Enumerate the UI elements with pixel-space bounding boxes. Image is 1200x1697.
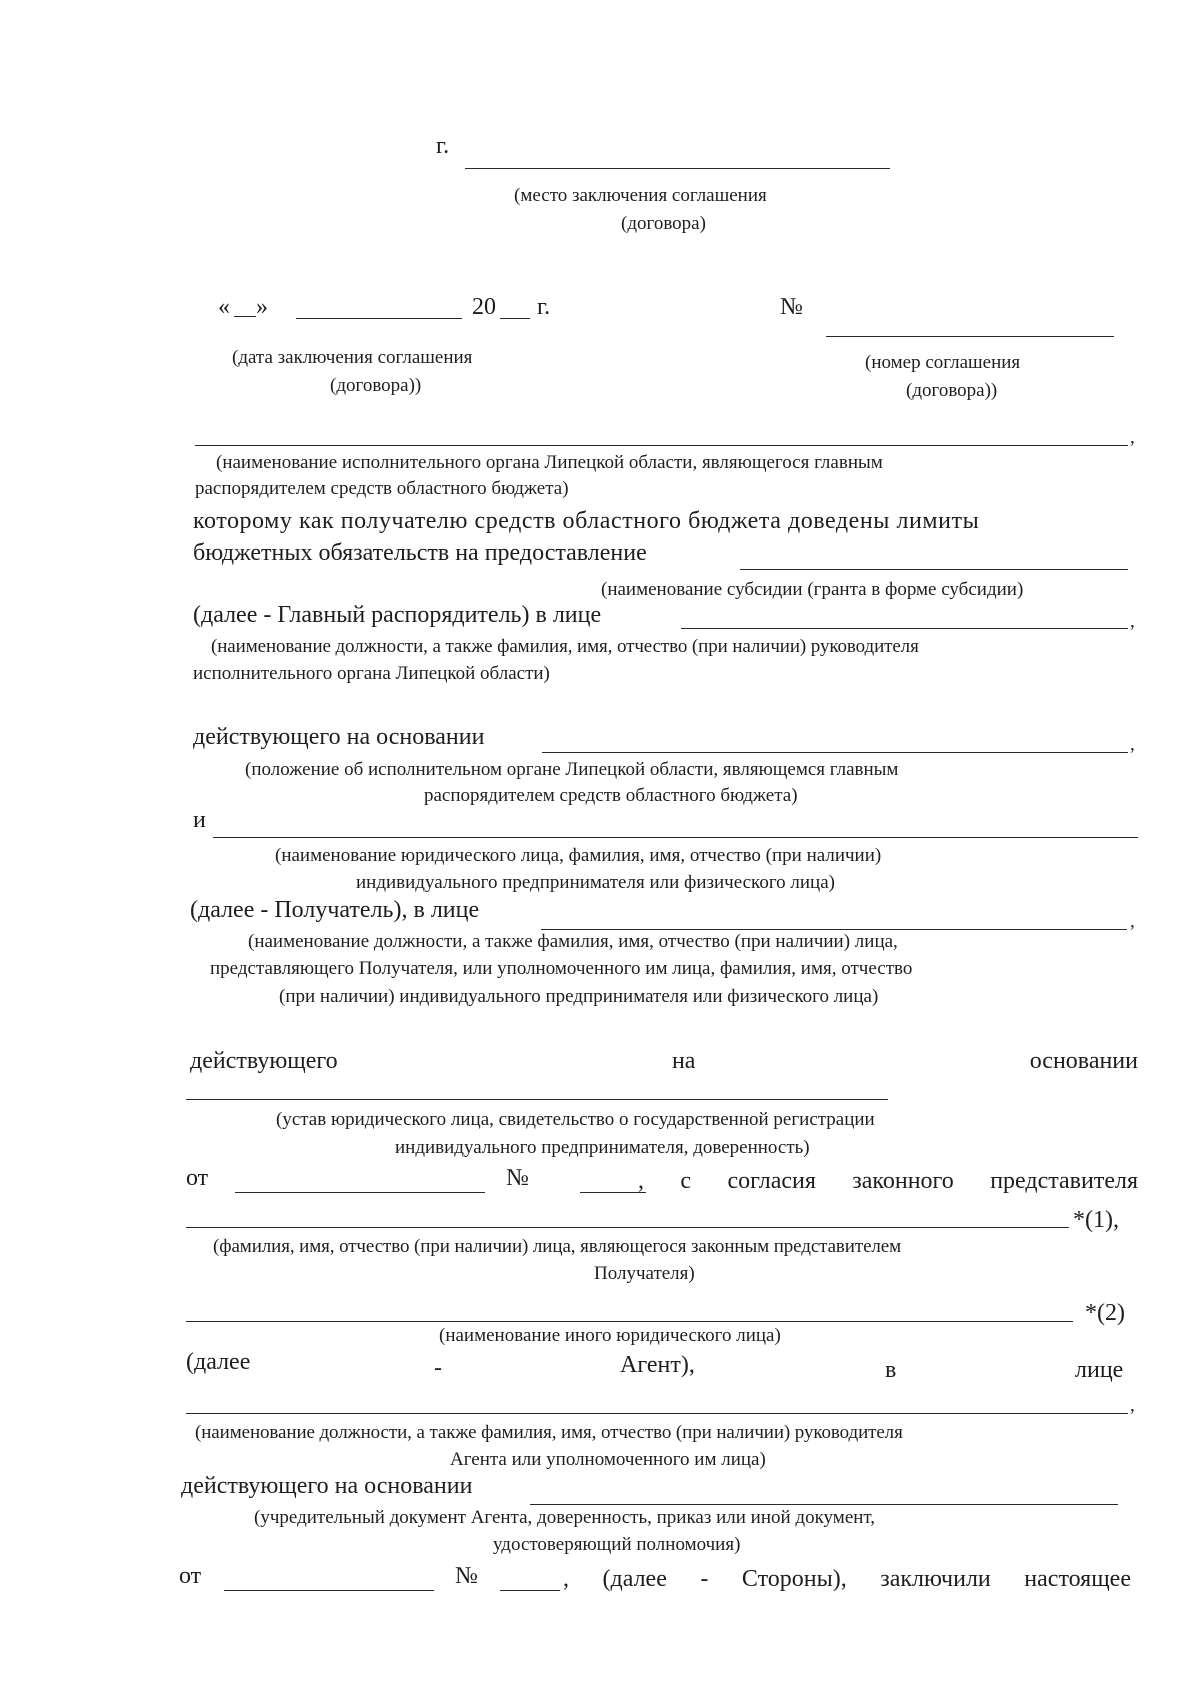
year-suffix: г. [537,294,551,320]
agent-doc-number-blank-line[interactable] [500,1590,560,1591]
rep-caption-line-1: (наименование должности, а также фамилия, имя, отчество (при наличии) лица, [248,931,898,952]
final-dash: - [700,1566,709,1592]
charter-blank-line[interactable] [186,1099,888,1100]
head-caption-line-2: исполнительного органа Липецкой области) [193,663,550,684]
agent-doc-number-sign: № [455,1563,478,1589]
basis-word: основании [1029,1048,1138,1074]
consent-word-zakonnogo: законного [852,1168,954,1194]
organ-caption-line-1 [216,452,1142,474]
rep-caption-line-3: (при наличии) индивидуального предпринимателя или физического лица) [279,986,879,1007]
number-caption-line-1: (номер соглашения [865,352,1021,373]
footnote-1: *(1), [1073,1207,1119,1233]
recipient-caption-line-2: индивидуального предпринимателя или физического лица) [356,872,835,893]
agreement-number-blank-line[interactable] [826,336,1114,337]
acting-word: действующего [190,1048,338,1074]
regulation-caption-line-1: (положение об исполнительном органе Липецкой области, являющемся главным [245,759,899,780]
agent-dash: - [434,1355,442,1381]
regulation-caption-line-2: распорядителем средств областного бюджета) [424,785,798,806]
agent-head-caption-line-2: Агента или уполномоченного им лица) [450,1449,766,1470]
comma: , [1130,734,1135,755]
final-zaklyuchili: заключили [880,1566,991,1592]
consent-word-predstavitelya: представителя [990,1168,1138,1194]
comma: , [1130,427,1135,448]
charter-caption-line-2: индивидуального предпринимателя, доверенность) [395,1137,810,1158]
consent-word-soglasiya: согласия [727,1168,816,1194]
agent-litse: лице [1075,1357,1124,1383]
organ-caption-line-2: распорядителем средств областного бюджета) [195,478,569,499]
organ-name-blank-line[interactable] [195,445,1128,446]
agent-dalee: (далее [186,1349,251,1375]
doc-number-blank-line[interactable] [580,1192,646,1193]
regulation-blank-line[interactable] [542,752,1128,753]
founding-doc-blank-line[interactable] [530,1504,1118,1505]
charter-caption-line-1: (устав юридического лица, свидетельство о государственной регистрации [276,1109,875,1130]
final-storony: Стороны), [741,1566,847,1592]
recipient-text: (далее - Получатель), в лице [190,897,480,923]
recipient-name-blank-line[interactable] [213,837,1138,838]
date-quote-close: » [256,294,268,320]
city-prefix: г. [436,133,450,159]
acting-basis-justified-line [190,1048,1138,1075]
founding-caption-line-1: (учредительный документ Агента, доверенность, приказ или иной документ, [254,1507,876,1528]
comma: , [1130,911,1135,932]
final-dalee: (далее [602,1566,667,1592]
main-distributor-text: (далее - Главный распорядитель) в лице [193,602,602,628]
from-word-2: от [179,1563,202,1589]
subsidy-name-blank-line[interactable] [740,569,1128,570]
comma: , [1130,1395,1135,1416]
legal-rep-blank-line[interactable] [186,1227,1069,1228]
from-word: от [186,1165,209,1191]
agent-name: Агент), [620,1352,695,1378]
city-blank-line[interactable] [465,168,890,169]
place-caption-line-2: (договора) [621,213,706,234]
subsidy-caption: (наименование субсидии (гранта в форме субсидии) [601,579,1024,600]
agent-head-caption-line-1: (наименование должности, а также фамилия, имя, отчество (при наличии) руководителя [195,1422,903,1443]
organ-caption-text-1: (наименование исполнительного органа Липецкой области, являющегося главным [216,452,883,473]
agent-doc-date-blank-line[interactable] [224,1590,434,1591]
acting-basis-text: действующего на основании [193,724,485,750]
comma: , [1130,611,1135,632]
consent-comma: , [638,1168,644,1194]
agent-head-blank-line[interactable] [186,1413,1128,1414]
number-caption-line-2: (договора)) [906,380,998,401]
year-prefix: 20 [472,294,496,320]
acting-basis-text-2: действующего на основании [181,1473,473,1499]
and-word: и [193,807,206,833]
consent-line [638,1168,1138,1195]
date-caption-line-1: (дата заключения соглашения [232,347,473,368]
recipient-rep-blank-line[interactable] [541,929,1127,930]
doc-number-sign: № [506,1165,529,1191]
date-caption-line-2: (договора)) [330,375,422,396]
legal-rep-caption-line-1: (фамилия, имя, отчество (при наличии) лица, являющегося законным представителем [213,1236,902,1257]
number-sign: № [780,294,803,320]
agent-v: в [885,1357,897,1383]
limits-text-line-1: которому как получателю средств областного бюджета доведены лимиты [193,508,980,534]
place-caption-line-1: (место заключения соглашения [514,185,767,206]
consent-word-s: с [680,1168,692,1194]
doc-date-blank-line[interactable] [235,1192,485,1193]
head-name-blank-line[interactable] [681,628,1128,629]
rep-caption-line-2: представляющего Получателя, или уполномоченного им лица, фамилия, имя, отчество [210,958,913,979]
final-nastoyashchee: настоящее [1024,1566,1131,1592]
legal-rep-caption-line-2: Получателя) [594,1263,695,1284]
year-blank-line[interactable] [500,318,530,319]
footnote-2: *(2) [1085,1300,1125,1326]
month-blank-line[interactable] [296,318,462,319]
final-line [563,1566,1131,1593]
recipient-caption-line-1: (наименование юридического лица, фамилия, имя, отчество (при наличии) [275,845,882,866]
date-quote-open: « [218,294,230,320]
on-word: на [671,1048,696,1074]
other-entity-caption: (наименование иного юридического лица) [439,1325,781,1346]
founding-caption-line-2: удостоверяющий полномочия) [493,1534,741,1555]
other-entity-blank-line[interactable] [186,1321,1073,1322]
final-comma: , [563,1566,569,1592]
head-caption-line-1: (наименование должности, а также фамилия, имя, отчество (при наличии) руководителя [211,636,919,657]
day-blank-line[interactable] [234,316,256,317]
limits-text-line-2: бюджетных обязательств на предоставление [193,540,647,566]
